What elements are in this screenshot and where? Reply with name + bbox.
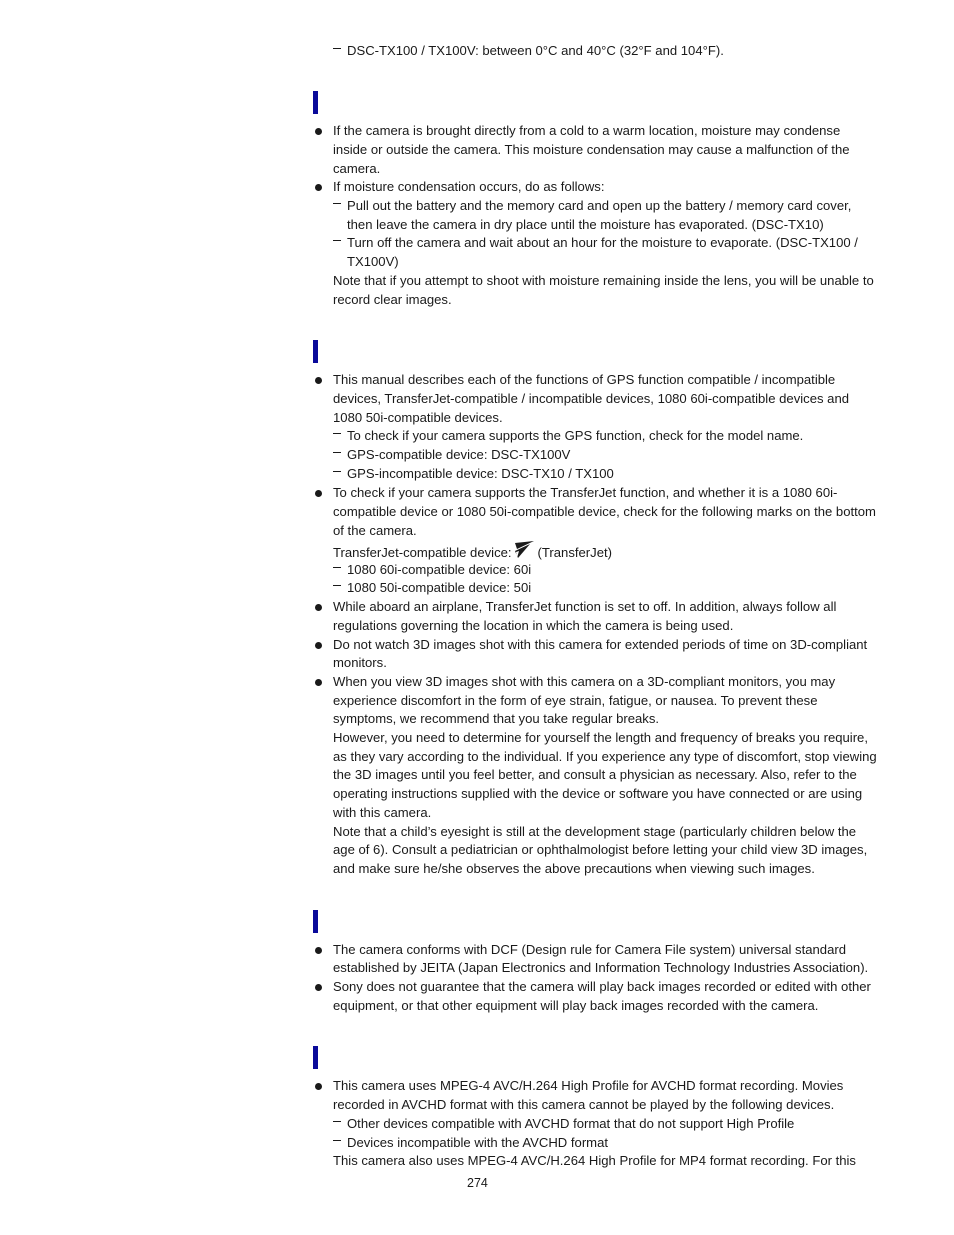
bullet-icon [315, 184, 322, 191]
text-line: experience discomfort in the form of eye strain, fatigue, or nausea. To prevent these [333, 693, 818, 708]
text-line: camera. [333, 161, 381, 176]
text-line: monitors. [333, 655, 387, 670]
dash-marker [333, 48, 341, 49]
text-line: record clear images. [333, 292, 452, 307]
text-line: Devices incompatible with the AVCHD format [347, 1135, 609, 1150]
dash-marker [333, 471, 341, 472]
text-line: age of 6). Consult a pediatrician or ophthalmologist before letting your child view 3D images, [333, 842, 868, 857]
text-line: devices, TransferJet-compatible / incompatible devices, 1080 60i-compatible devices and [333, 391, 850, 406]
section-marker [313, 1046, 318, 1069]
dash-marker [333, 567, 341, 568]
text-line: DSC-TX100 / TX100V: between 0°C and 40°C (32°F and 104°F). [347, 43, 724, 58]
text-line: established by JEITA (Japan Electronics and Information Technology Industries Association). [333, 960, 869, 975]
text-line: (TransferJet) [537, 545, 612, 560]
dash-marker [333, 452, 341, 453]
dash-marker [333, 585, 341, 586]
text-line: as they vary according to the individual. If you experience any type of discomfort, stop viewing [333, 749, 877, 764]
bullet-icon [315, 984, 322, 991]
text-line: 1080 50i-compatible devices. [333, 410, 503, 425]
text-line: While aboard an airplane, TransferJet function is set to off. In addition, always follow all [333, 599, 837, 614]
text-line: Note that if you attempt to shoot with moisture remaining inside the lens, you will be unable to [333, 273, 874, 288]
bullet-icon [315, 947, 322, 954]
bullet-icon [315, 1083, 322, 1090]
bullet-icon [315, 642, 322, 649]
bullet-icon [315, 490, 322, 497]
text-line: GPS-incompatible device: DSC-TX10 / TX100 [347, 466, 614, 481]
dash-marker [333, 240, 341, 241]
text-line: The camera conforms with DCF (Design rule for Camera File system) universal standard [333, 942, 847, 957]
text-line: TX100V) [347, 254, 399, 269]
text-line: equipment, or that other equipment will play back images recorded with the camera. [333, 998, 819, 1013]
bullet-icon [315, 377, 322, 384]
text-line: 1080 50i-compatible device: 50i [347, 580, 532, 595]
text-line: the 3D images until you feel better, and consult a physician as necessary. Also, refer to the [333, 767, 857, 782]
dash-marker [333, 203, 341, 204]
text-line: regulations governing the location in which the camera is being used. [333, 618, 734, 633]
text-line: and make sure he/she observes the above precautions when viewing such images. [333, 861, 815, 876]
text-line: However, you need to determine for yourself the length and frequency of breaks you require, [333, 730, 868, 745]
text-line: When you view 3D images shot with this camera on a 3D-compliant monitors, you may [333, 674, 836, 689]
bullet-icon [315, 128, 322, 135]
text-line: compatible device or 1080 50i-compatible device, check for the following marks on the bottom [333, 504, 876, 519]
text-line: Other devices compatible with AVCHD format that do not support High Profile [347, 1116, 795, 1131]
text-line: GPS-compatible device: DSC-TX100V [347, 447, 571, 462]
bullet-icon [315, 604, 322, 611]
text-line: If moisture condensation occurs, do as follows: [333, 179, 605, 194]
text-line: Do not watch 3D images shot with this camera for extended periods of time on 3D-compliant [333, 637, 868, 652]
text-line: To check if your camera supports the TransferJet function, and whether it is a 1080 60i- [333, 485, 838, 500]
section-marker [313, 910, 318, 933]
text-line: recorded in AVCHD format with this camera cannot be played by the following devices. [333, 1097, 835, 1112]
text-line: This camera also uses MPEG-4 AVC/H.264 High Profile for MP4 format recording. For this [333, 1153, 856, 1168]
text-line: Pull out the battery and the memory card and open up the battery / memory card cover, [347, 198, 852, 213]
text-line: inside or outside the camera. This moisture condensation may cause a malfunction of the [333, 142, 850, 157]
text-line: TransferJet-compatible device: [333, 545, 512, 560]
page-number: 274 [467, 1176, 488, 1190]
text-line: Turn off the camera and wait about an hour for the moisture to evaporate. (DSC-TX100 / [347, 235, 858, 250]
text-line: symptoms, we recommend that you take regular breaks. [333, 711, 660, 726]
section-marker [313, 91, 318, 114]
dash-marker [333, 433, 341, 434]
text-line: This manual describes each of the functions of GPS function compatible / incompatible [333, 372, 836, 387]
text-line: 1080 60i-compatible device: 60i [347, 562, 532, 577]
text-line: If the camera is brought directly from a cold to a warm location, moisture may condense [333, 123, 841, 138]
text-line: To check if your camera supports the GPS function, check for the model name. [347, 428, 804, 443]
text-line: of the camera. [333, 523, 417, 538]
text-line: Note that a child’s eyesight is still at the development stage (particularly children below the [333, 824, 857, 839]
text-line: This camera uses MPEG-4 AVC/H.264 High Profile for AVCHD format recording. Movies [333, 1078, 844, 1093]
dash-marker [333, 1140, 341, 1141]
text-line: Sony does not guarantee that the camera will play back images recorded or edited with other [333, 979, 871, 994]
dash-marker [333, 1121, 341, 1122]
text-line: with this camera. [333, 805, 432, 820]
section-marker [313, 340, 318, 363]
text-line: operating instructions supplied with the device or software you have connected or are using [333, 786, 863, 801]
bullet-icon [315, 679, 322, 686]
text-line: then leave the camera in dry place until the moisture has evaporated. (DSC-TX10) [347, 217, 824, 232]
